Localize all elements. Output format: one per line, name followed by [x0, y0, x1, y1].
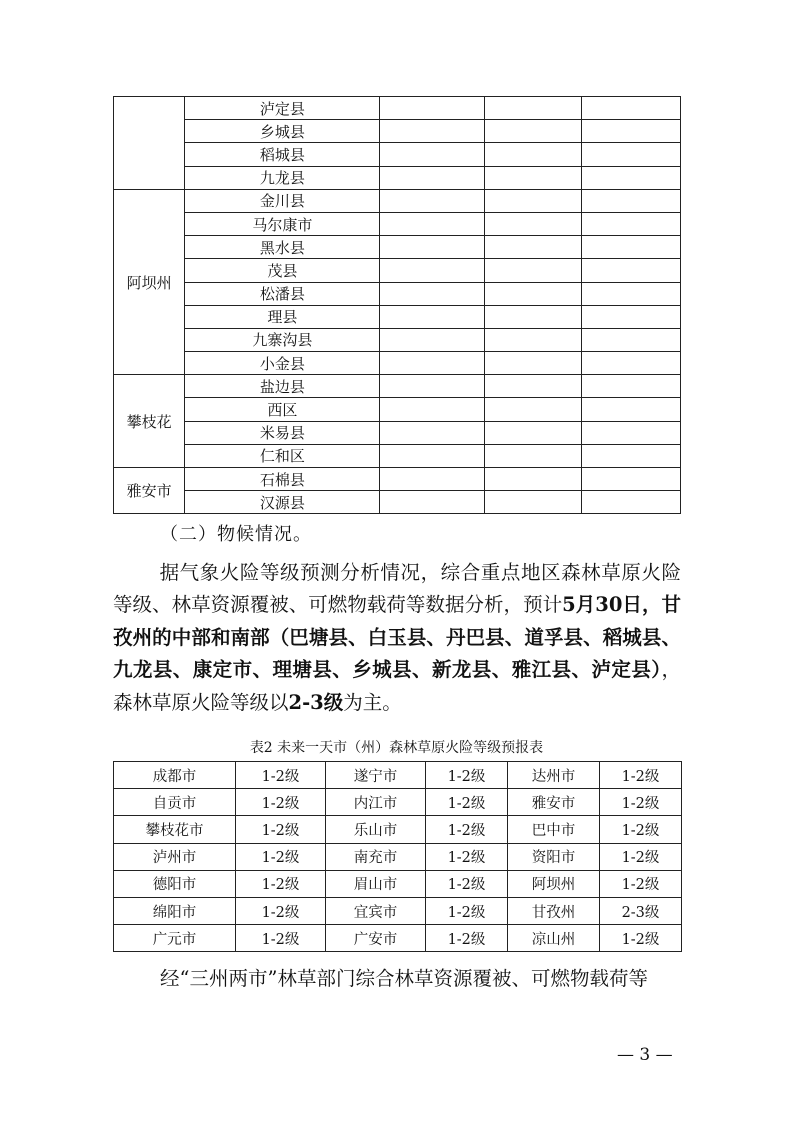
fire-level-cell: 1-2级	[600, 870, 682, 897]
empty-cell	[582, 212, 681, 235]
region-cell: 阿坝州	[114, 189, 185, 375]
city-cell: 达州市	[508, 762, 600, 789]
empty-cell	[484, 143, 582, 166]
empty-cell	[484, 352, 582, 375]
county-fire-table-continued	[113, 96, 681, 514]
empty-cell	[380, 468, 485, 491]
empty-cell	[582, 491, 681, 514]
city-cell: 内江市	[326, 789, 426, 816]
table-row	[114, 212, 681, 235]
table-row	[114, 236, 681, 259]
table-row	[114, 305, 681, 328]
empty-cell	[484, 398, 582, 421]
empty-cell	[380, 491, 485, 514]
county-cell: 米易县	[185, 421, 380, 444]
county-cell: 马尔康市	[185, 212, 380, 235]
city-cell: 德阳市	[114, 870, 236, 897]
county-cell: 九龙县	[185, 166, 380, 189]
table-row	[114, 925, 682, 952]
county-cell: 松潘县	[185, 282, 380, 305]
empty-cell	[582, 328, 681, 351]
table-row	[114, 491, 681, 514]
table-row	[114, 398, 681, 421]
city-cell: 泸州市	[114, 843, 236, 870]
fire-level-cell: 1-2级	[600, 843, 682, 870]
empty-cell	[484, 444, 582, 467]
empty-cell	[484, 375, 582, 398]
empty-cell	[484, 120, 582, 143]
county-cell: 稻城县	[185, 143, 380, 166]
empty-cell	[484, 328, 582, 351]
fire-level-cell: 2-3级	[600, 897, 682, 924]
section-heading: （二）物候情况。	[160, 524, 312, 545]
fire-level-cell: 1-2级	[236, 762, 326, 789]
county-cell: 理县	[185, 305, 380, 328]
empty-cell	[582, 282, 681, 305]
fire-level-cell: 1-2级	[600, 762, 682, 789]
city-cell: 阿坝州	[508, 870, 600, 897]
empty-cell	[484, 305, 582, 328]
empty-cell	[380, 352, 485, 375]
fire-level-cell: 1-2级	[426, 925, 508, 952]
county-cell: 盐边县	[185, 375, 380, 398]
fire-level-cell: 1-2级	[600, 925, 682, 952]
county-cell: 西区	[185, 398, 380, 421]
empty-cell	[380, 236, 485, 259]
city-cell: 宜宾市	[326, 897, 426, 924]
page-number: — 3 —	[617, 1045, 673, 1065]
table-row	[114, 282, 681, 305]
county-cell: 茂县	[185, 259, 380, 282]
empty-cell	[380, 259, 485, 282]
empty-cell	[582, 375, 681, 398]
fire-level-cell: 1-2级	[426, 870, 508, 897]
empty-cell	[582, 120, 681, 143]
empty-cell	[484, 421, 582, 444]
city-fire-forecast-table	[113, 761, 682, 952]
empty-cell	[380, 166, 485, 189]
fire-level-cell: 1-2级	[426, 816, 508, 843]
empty-cell	[484, 236, 582, 259]
county-cell: 黑水县	[185, 236, 380, 259]
empty-cell	[484, 189, 582, 212]
empty-cell	[484, 282, 582, 305]
empty-cell	[582, 236, 681, 259]
empty-cell	[380, 189, 485, 212]
table-row	[114, 189, 681, 212]
empty-cell	[484, 491, 582, 514]
empty-cell	[484, 97, 582, 120]
table-row	[114, 870, 682, 897]
empty-cell	[582, 189, 681, 212]
table-row	[114, 843, 682, 870]
paragraph-bold-2: 2-3级	[288, 690, 344, 714]
table-row	[114, 97, 681, 120]
table-row	[114, 259, 681, 282]
fire-level-cell: 1-2级	[236, 925, 326, 952]
fire-level-cell: 1-2级	[426, 843, 508, 870]
empty-cell	[582, 143, 681, 166]
empty-cell	[582, 398, 681, 421]
county-cell: 泸定县	[185, 97, 380, 120]
city-cell: 广元市	[114, 925, 236, 952]
city-cell: 甘孜州	[508, 897, 600, 924]
city-cell: 成都市	[114, 762, 236, 789]
paragraph-text-3: 为主。	[343, 690, 402, 714]
table-row	[114, 143, 681, 166]
empty-cell	[582, 444, 681, 467]
empty-cell	[484, 166, 582, 189]
county-cell: 金川县	[185, 189, 380, 212]
empty-cell	[484, 212, 582, 235]
city-cell: 南充市	[326, 843, 426, 870]
table-row	[114, 375, 681, 398]
empty-cell	[484, 468, 582, 491]
county-cell: 小金县	[185, 352, 380, 375]
empty-cell	[380, 282, 485, 305]
city-cell: 自贡市	[114, 789, 236, 816]
city-cell: 凉山州	[508, 925, 600, 952]
county-cell: 仁和区	[185, 444, 380, 467]
paragraph-text-1: 据气象火险等级预测分析情况，综合重点地区森林草原火险等级、林草资源覆被、可燃物载荷等数据分析，预计	[113, 561, 681, 617]
phenology-paragraph	[113, 557, 681, 719]
city-cell: 攀枝花市	[114, 816, 236, 843]
empty-cell	[380, 375, 485, 398]
empty-cell	[582, 421, 681, 444]
empty-cell	[484, 259, 582, 282]
fire-level-cell: 1-2级	[236, 789, 326, 816]
empty-cell	[380, 444, 485, 467]
city-cell: 雅安市	[508, 789, 600, 816]
empty-cell	[380, 421, 485, 444]
empty-cell	[380, 212, 485, 235]
empty-cell	[582, 305, 681, 328]
table-row	[114, 468, 681, 491]
table-row	[114, 897, 682, 924]
table-row	[114, 166, 681, 189]
county-cell: 乡城县	[185, 120, 380, 143]
empty-cell	[380, 398, 485, 421]
paragraph-text-2: ，森林草原火险等级以	[113, 658, 681, 714]
region-cell: 攀枝花	[114, 375, 185, 468]
empty-cell	[380, 97, 485, 120]
region-cell: 雅安市	[114, 468, 185, 514]
paragraph-bold-1: 5月30日，甘孜州的中部和南部（巴塘县、白玉县、丹巴县、道孚县、稻城县、九龙县、康定市、理塘县、乡城县、新龙县、雅江县、泸定县）	[113, 593, 681, 682]
fire-level-cell: 1-2级	[426, 897, 508, 924]
city-cell: 乐山市	[326, 816, 426, 843]
table-row	[114, 444, 681, 467]
fire-level-cell: 1-2级	[236, 843, 326, 870]
region-cell	[114, 97, 185, 190]
county-cell: 石棉县	[185, 468, 380, 491]
city-cell: 眉山市	[326, 870, 426, 897]
county-cell: 汉源县	[185, 491, 380, 514]
empty-cell	[582, 468, 681, 491]
empty-cell	[582, 166, 681, 189]
table-row	[114, 816, 682, 843]
paragraph-continued: 经“三州两市”林草部门综合林草资源覆被、可燃物载荷等	[160, 967, 648, 990]
table2-caption: 表2 未来一天市（州）森林草原火险等级预报表	[249, 740, 544, 756]
fire-level-cell: 1-2级	[236, 816, 326, 843]
fire-level-cell: 1-2级	[426, 762, 508, 789]
table-row	[114, 421, 681, 444]
city-cell: 遂宁市	[326, 762, 426, 789]
table-row	[114, 789, 682, 816]
empty-cell	[380, 305, 485, 328]
empty-cell	[380, 143, 485, 166]
fire-level-cell: 1-2级	[600, 789, 682, 816]
fire-level-cell: 1-2级	[236, 897, 326, 924]
empty-cell	[380, 120, 485, 143]
city-cell: 广安市	[326, 925, 426, 952]
table-row	[114, 328, 681, 351]
table-row	[114, 762, 682, 789]
city-cell: 巴中市	[508, 816, 600, 843]
empty-cell	[582, 352, 681, 375]
fire-level-cell: 1-2级	[426, 789, 508, 816]
empty-cell	[582, 97, 681, 120]
county-cell: 九寨沟县	[185, 328, 380, 351]
table-row	[114, 352, 681, 375]
fire-level-cell: 1-2级	[600, 816, 682, 843]
empty-cell	[582, 259, 681, 282]
city-cell: 绵阳市	[114, 897, 236, 924]
fire-level-cell: 1-2级	[236, 870, 326, 897]
empty-cell	[380, 328, 485, 351]
city-cell: 资阳市	[508, 843, 600, 870]
table-row	[114, 120, 681, 143]
